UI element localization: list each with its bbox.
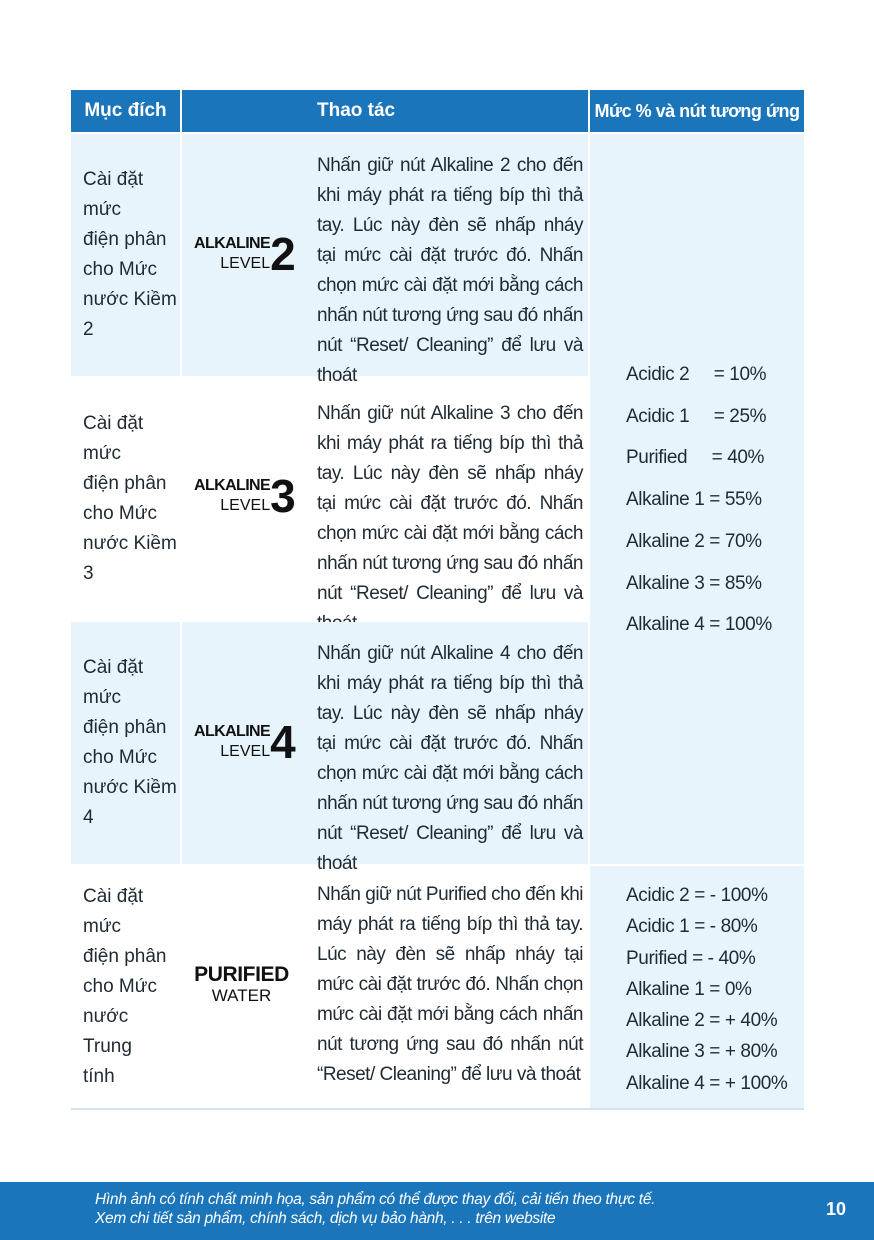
purpose-cell: Cài đặt mức điện phân cho Mức nước Kiềm 4 bbox=[71, 622, 180, 864]
alkaline-4-badge bbox=[194, 716, 304, 768]
level-item: Alkaline 1 = 55% bbox=[626, 489, 762, 511]
action-text: Nhấn giữ nút Alkaline 3 cho đến khi máy phát ra tiếng bíp thì thả tay. Lúc này đèn sẽ nhấp nháy tại mức cài đặt trước đó. Nhấn chọn mức cài đặt mới bằng cách nhấn nút tương ứng sau đó nhấn nút “Reset/ Cleaning” để lưu và bbox=[317, 403, 583, 604]
footer-note bbox=[95, 1190, 655, 1228]
action-cell bbox=[182, 378, 588, 620]
badge-title: ALKALINE bbox=[194, 477, 271, 494]
footer-note-line: Hình ảnh có tính chất minh họa, sản phẩm có thể được thay đổi, cải tiến theo thực tế. bbox=[95, 1191, 656, 1208]
alkaline-3-badge bbox=[194, 470, 304, 522]
badge-subtitle: LEVEL bbox=[220, 743, 271, 760]
badge-title: ALKALINE bbox=[194, 723, 271, 740]
level-item: Acidic 1 = 25% bbox=[626, 405, 767, 427]
badge-title: PURIFIED bbox=[194, 963, 289, 986]
level-item: Alkaline 3 = + 80% bbox=[626, 1041, 778, 1063]
level-item: Acidic 1 = - 80% bbox=[626, 916, 758, 938]
alkaline-levels-list bbox=[626, 354, 772, 646]
badge-subtitle: LEVEL bbox=[220, 255, 271, 272]
header-levels: Mức % và nút tương ứng bbox=[590, 90, 804, 132]
action-cell bbox=[182, 866, 588, 1108]
level-item: Purified = - 40% bbox=[626, 947, 756, 969]
level-item: Purified = 40% bbox=[626, 447, 765, 469]
level-item: Alkaline 1 = 0% bbox=[626, 978, 752, 1000]
level-item: Alkaline 4 = 100% bbox=[626, 614, 772, 636]
purified-water-badge bbox=[194, 964, 289, 1006]
table-bottom-divider bbox=[71, 1108, 804, 1110]
alkaline-levels-cell bbox=[590, 134, 804, 864]
purpose-cell: Cài đặt mức điện phân cho Mức nước Kiềm 2 bbox=[71, 134, 180, 376]
purified-levels-list bbox=[626, 880, 787, 1099]
level-item: Alkaline 4 = + 100% bbox=[626, 1072, 788, 1094]
purpose-cell: Cài đặt mức điện phân cho Mức nước Trung tính bbox=[83, 886, 167, 1087]
badge-subtitle: WATER bbox=[211, 986, 272, 1005]
footer-note-line: Xem chi tiết sản phẩm, chính sách, dịch vụ bảo hành, . . . trên website bbox=[95, 1210, 556, 1227]
badge-number: 3 bbox=[270, 470, 296, 522]
settings-table bbox=[71, 90, 804, 1110]
purified-levels-cell bbox=[590, 866, 804, 1108]
action-cell bbox=[182, 622, 588, 874]
badge-title: ALKALINE bbox=[194, 235, 271, 252]
badge-subtitle: LEVEL bbox=[220, 497, 271, 514]
level-item: Acidic 2 = 10% bbox=[626, 364, 767, 385]
action-text: Nhấn giữ nút Alkaline 2 cho đến khi máy phát ra tiếng bíp thì thả tay. Lúc này đèn sẽ nhấp nháy tại mức cài đặt trước đó. Nhấn chọn mức cài đặt mới bằng cách nhấn nút tương ứng sau đó nhấn nút “Reset/ Cleaning” để lưu và thoát bbox=[317, 155, 583, 386]
level-item: Alkaline 3 = 85% bbox=[626, 572, 762, 594]
header-action: Thao tác bbox=[182, 90, 588, 132]
alkaline-2-badge bbox=[194, 228, 304, 280]
purpose-cell: Cài đặt mức điện phân cho Mức nước Kiềm 3 bbox=[83, 413, 177, 584]
level-item: Alkaline 2 = + 40% bbox=[626, 1010, 778, 1032]
action-text: Nhấn giữ nút Alkaline 4 cho đến khi máy phát ra tiếng bíp thì thả tay. Lúc này đèn sẽ nhấp nháy tại mức cài đặt trước đó. Nhấn chọn mức cài đặt mới bằng cách nhấn nút tương ứng sau đó nhấn nút “Reset/ Cleaning” để lưu và thoát bbox=[317, 643, 583, 874]
action-cell bbox=[182, 134, 588, 386]
level-item: Acidic 2 = - 100% bbox=[626, 885, 768, 906]
badge-number: 4 bbox=[270, 716, 296, 768]
footer-bar bbox=[0, 1182, 874, 1240]
level-item: Alkaline 2 = 70% bbox=[626, 530, 762, 552]
action-text: Nhấn giữ nút Purified cho đến khi máy phát ra tiếng bíp thì thả tay. Lúc này đèn sẽ nhấp nháy tại mức cài đặt trước đó. Nhấn chọn mức cài đặt mới bằng cách nhấn nút tương ứng sau đó nhấn nút “Reset/ Cleaning” để lưu và thoát bbox=[317, 884, 583, 1085]
page-number: 10 bbox=[825, 1199, 846, 1219]
badge-number: 2 bbox=[270, 228, 296, 280]
header-purpose: Mục đích bbox=[71, 90, 180, 132]
